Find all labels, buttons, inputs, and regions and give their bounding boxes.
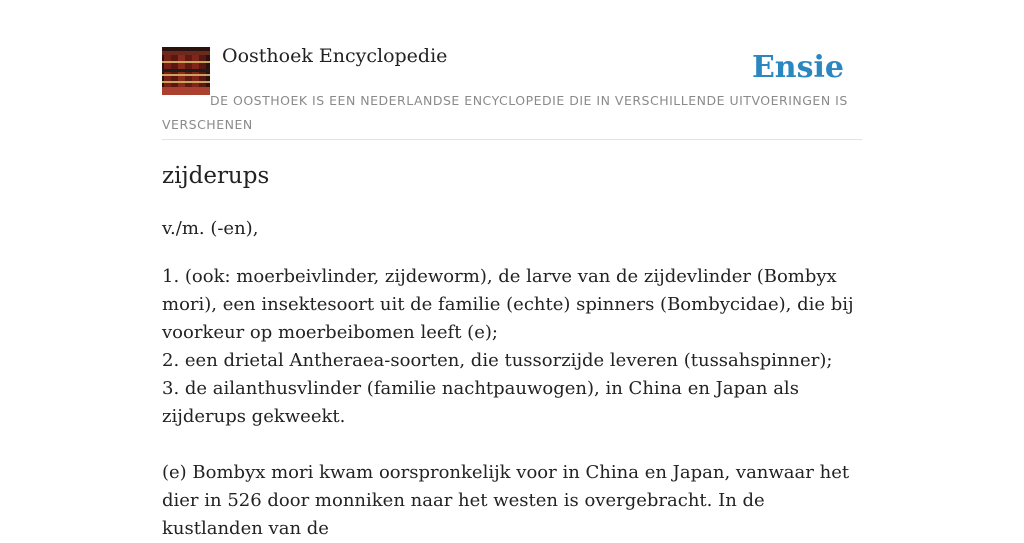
page-title: zijderups [162, 163, 270, 189]
encyclopedia-books-icon[interactable] [162, 47, 210, 95]
brand-logo[interactable]: Ensie [751, 50, 844, 85]
definition-item: 2. een drietal Antheraea-soorten, die tussorzijde leveren (tussahspinner); [162, 350, 833, 371]
definition-item: 3. de ailanthusvlinder (familie nachtpauwogen), in China en Japan als zijderups gekweekt. [162, 378, 799, 427]
entry-note: (e) Bombyx mori kwam oorspronkelijk voor in China en Japan, vanwaar het dier in 526 door monniken naar het westen is overgebracht. In de kustlanden van de [162, 462, 850, 539]
grammar-info: v./m. (-en), [162, 218, 259, 239]
page [162, 0, 862, 539]
definition-list [162, 263, 862, 431]
source-description: DE OOSTHOEK IS EEN NEDERLANDSE ENCYCLOPEDIE DIE IN VERSCHILLENDE UITVOERINGEN IS VERSCHENEN [162, 93, 848, 132]
source-header [162, 0, 862, 140]
definition-item: 1. (ook: moerbeivlinder, zijdeworm), de larve van de zijdevlinder (Bombyx mori), een insektesoort uit de familie (echte) spinners (Bombycidae), die bij voorkeur op moerbeibomen leeft (e); [162, 266, 854, 343]
source-title[interactable]: Oosthoek Encyclopedie [222, 45, 448, 67]
